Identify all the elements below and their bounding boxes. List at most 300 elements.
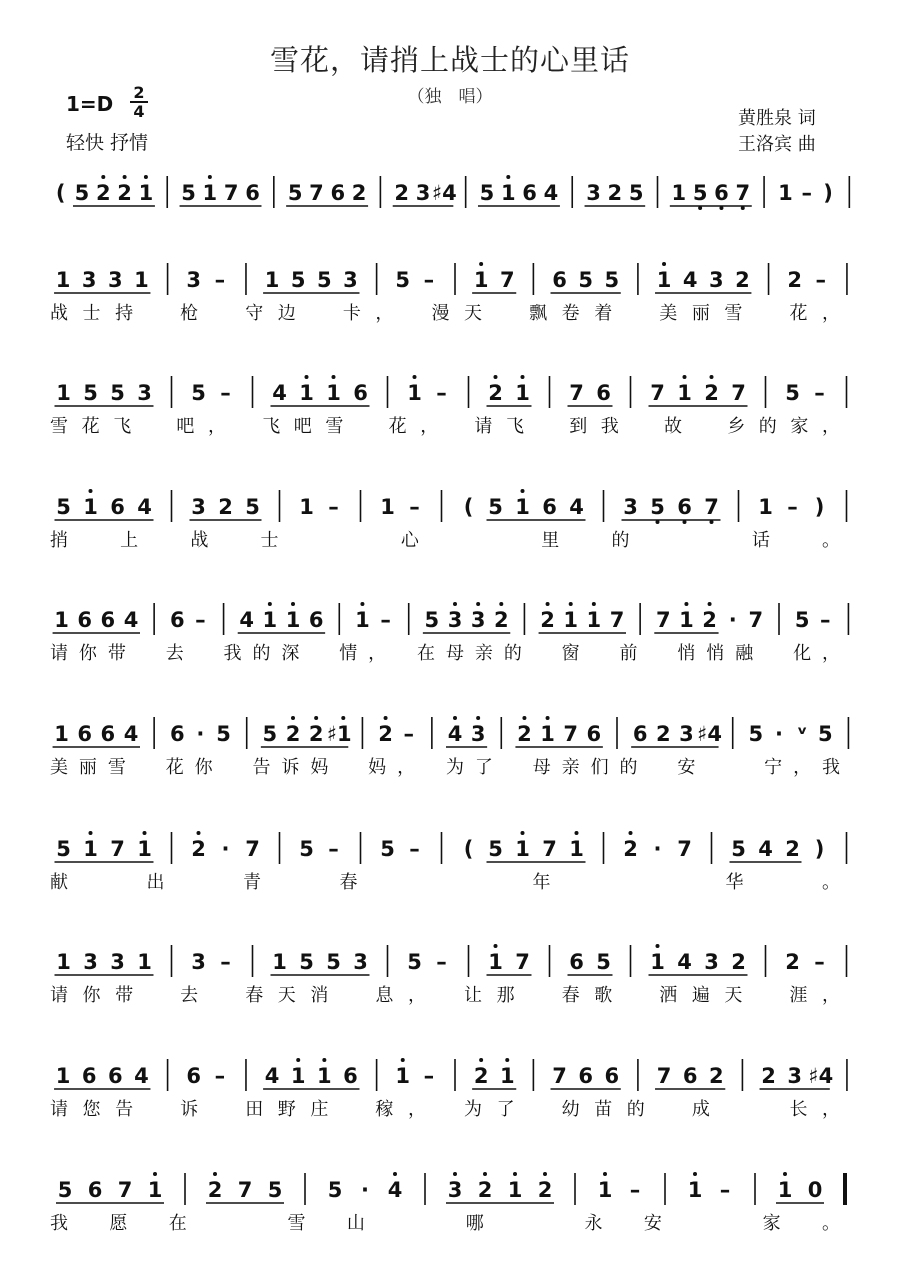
high-octave-dot xyxy=(453,1172,457,1176)
note: 7 xyxy=(563,722,579,746)
high-octave-dot xyxy=(144,175,148,179)
note: 6 xyxy=(682,1064,698,1088)
note: 2 xyxy=(95,181,111,205)
lyrics-line: 战士持 枪 守边 卡， 漫天 飘卷着 美丽雪 花， xyxy=(50,303,840,324)
note: 1 xyxy=(55,1064,71,1088)
note: 5 xyxy=(628,181,644,205)
high-octave-dot xyxy=(322,1058,326,1062)
note: 6 xyxy=(308,608,324,632)
note: 1 xyxy=(778,181,793,205)
note: 4 xyxy=(123,608,139,632)
note: 2 xyxy=(191,837,206,861)
note: 1 xyxy=(326,381,341,405)
high-octave-dot xyxy=(783,1172,787,1176)
notation-mark: – xyxy=(820,608,831,632)
song-subtitle: （独 唱） xyxy=(407,87,493,107)
note: 5 xyxy=(317,268,332,292)
high-octave-dot xyxy=(360,602,364,606)
high-octave-dot xyxy=(693,1172,697,1176)
note: 1 xyxy=(355,608,370,632)
note: 6 xyxy=(100,608,116,632)
note: 1 xyxy=(671,181,687,205)
notation-mark: – xyxy=(409,837,420,861)
notation-mark: – xyxy=(328,495,339,519)
notation-mark: – xyxy=(423,1064,435,1088)
note: 1 xyxy=(515,837,530,861)
notation-mark: – xyxy=(220,381,231,405)
note: 2 xyxy=(218,495,233,519)
lyrics-line: 美丽雪 花你 告诉妈 妈， 为了 母亲们的 安 宁，我 xyxy=(50,757,841,778)
note: 5 xyxy=(488,495,503,519)
note: 3 xyxy=(415,181,431,205)
note: 5 xyxy=(110,381,125,405)
note: 3 xyxy=(586,181,601,205)
note: 2 xyxy=(735,268,750,292)
note: 6 xyxy=(569,950,584,974)
note: 1 xyxy=(285,608,301,632)
note: 4 xyxy=(682,268,698,292)
note: 1 xyxy=(758,495,773,519)
note: 7 xyxy=(309,181,324,205)
note: 5 xyxy=(299,837,314,861)
high-octave-dot xyxy=(197,831,201,835)
high-octave-dot xyxy=(603,1172,607,1176)
note: 6 xyxy=(604,1064,620,1088)
bracket: ( xyxy=(55,181,66,205)
note: 3 xyxy=(191,495,206,519)
notation-mark: – xyxy=(436,950,447,974)
high-octave-dot xyxy=(521,489,525,493)
note: 7 xyxy=(552,1064,567,1088)
high-octave-dot xyxy=(208,175,212,179)
note: 2 xyxy=(708,1064,724,1088)
high-octave-dot xyxy=(684,602,688,606)
note: 1 xyxy=(586,608,602,632)
note: 5 xyxy=(794,608,810,632)
high-octave-dot xyxy=(453,716,457,720)
lyrics-line: 献出青春 年 华。 xyxy=(50,872,840,893)
lyricist-credit: 黄胜泉 词 xyxy=(738,108,816,129)
note: 4 xyxy=(447,722,463,746)
note: 6 xyxy=(81,1064,97,1088)
key-signature: 1=D xyxy=(66,92,114,116)
high-octave-dot xyxy=(499,602,503,606)
high-octave-dot xyxy=(710,375,714,379)
note: 7 xyxy=(609,608,625,632)
note: 4 xyxy=(677,950,692,974)
notation-mark: · xyxy=(196,722,205,746)
note: 2 xyxy=(607,181,623,205)
note: 7 xyxy=(223,181,239,205)
note: 3 xyxy=(137,381,152,405)
note: 4 xyxy=(123,722,139,746)
high-octave-dot xyxy=(401,1058,405,1062)
note: 2 xyxy=(308,722,324,746)
high-octave-dot xyxy=(413,375,417,379)
note: 1 xyxy=(290,1064,306,1088)
high-octave-dot xyxy=(268,602,272,606)
note: 5 xyxy=(785,381,800,405)
note: 5 xyxy=(380,837,395,861)
note: 3 xyxy=(191,950,206,974)
note: 6 xyxy=(186,1064,202,1088)
note: 1 xyxy=(395,1064,411,1088)
note: 1 xyxy=(272,950,287,974)
high-octave-dot xyxy=(101,175,105,179)
note: 6 xyxy=(714,181,729,205)
high-octave-dot xyxy=(522,716,526,720)
note: 5 xyxy=(56,495,71,519)
note: 7 xyxy=(569,381,584,405)
high-octave-dot xyxy=(305,375,309,379)
note: 1 xyxy=(317,1064,332,1088)
note: 7 xyxy=(731,381,746,405)
note: 1 xyxy=(597,1178,613,1202)
high-octave-dot xyxy=(393,1172,397,1176)
note: 2 xyxy=(537,1178,553,1202)
high-octave-dot xyxy=(89,831,93,835)
lyrics-line: 请您告 诉 田野庄 稼， 为了 幼苗的 成 长， xyxy=(50,1099,840,1120)
note: 4 xyxy=(387,1178,403,1202)
note: 2 xyxy=(488,381,503,405)
high-octave-dot xyxy=(708,602,712,606)
note: 7 xyxy=(237,1178,253,1202)
note: 6 xyxy=(353,381,368,405)
note: 6 xyxy=(586,722,602,746)
note: 5 xyxy=(424,608,440,632)
note: 1 xyxy=(650,950,665,974)
high-octave-dot xyxy=(213,1172,217,1176)
note: 5 xyxy=(267,1178,283,1202)
high-octave-dot xyxy=(629,831,633,835)
note: ♯4 xyxy=(808,1064,834,1088)
note: 1 xyxy=(500,181,516,205)
high-octave-dot xyxy=(291,602,295,606)
note: 3 xyxy=(447,608,463,632)
high-octave-dot xyxy=(521,375,525,379)
note: 1 xyxy=(54,608,69,632)
high-octave-dot xyxy=(592,602,596,606)
note: 7 xyxy=(735,181,751,205)
note: 2 xyxy=(394,181,410,205)
note: 6 xyxy=(552,268,567,292)
note: 1 xyxy=(499,1064,515,1088)
note: 2 xyxy=(117,181,132,205)
note: 5 xyxy=(407,950,422,974)
notation-mark: · xyxy=(775,722,783,746)
note: 1 xyxy=(687,1178,703,1202)
bracket: ) xyxy=(814,495,825,519)
note: 4 xyxy=(758,837,773,861)
high-octave-dot xyxy=(656,944,660,948)
high-octave-dot xyxy=(296,1058,300,1062)
note: 4 xyxy=(137,495,152,519)
note: 6 xyxy=(596,381,611,405)
note: 2 xyxy=(285,722,301,746)
note: 7 xyxy=(655,608,671,632)
note: 5 xyxy=(56,837,71,861)
notation-mark: – xyxy=(195,608,206,632)
high-octave-dot xyxy=(683,375,687,379)
lyrics-line: 请你带 去 春天消 息， 让那 春歌 洒遍天 涯， xyxy=(50,985,840,1006)
note: 6 xyxy=(522,181,537,205)
note: 6 xyxy=(87,1178,103,1202)
high-octave-dot xyxy=(494,375,498,379)
notation-mark: – xyxy=(328,837,339,861)
high-octave-dot xyxy=(505,1058,509,1062)
note: 2 xyxy=(517,722,532,746)
lyrics-line: 雪花飞 吧， 飞吧雪 花， 请飞 到我 故 乡的家， xyxy=(50,416,841,437)
note: 1 xyxy=(137,837,152,861)
note: 1 xyxy=(138,181,154,205)
note: 2 xyxy=(761,1064,776,1088)
high-octave-dot xyxy=(575,831,579,835)
note: 4 xyxy=(543,181,559,205)
high-octave-dot xyxy=(479,262,483,266)
high-octave-dot xyxy=(521,831,525,835)
notation-mark: · xyxy=(221,837,230,861)
note: 2 xyxy=(787,268,802,292)
note: 6 xyxy=(110,495,125,519)
note: 7 xyxy=(117,1178,133,1202)
high-octave-dot xyxy=(314,716,318,720)
high-octave-dot xyxy=(546,602,550,606)
note: 2 xyxy=(477,1178,493,1202)
high-octave-dot xyxy=(662,262,666,266)
note: 5 xyxy=(748,722,764,746)
note: 3 xyxy=(470,722,486,746)
note: 3 xyxy=(708,268,724,292)
note: 5 xyxy=(650,495,665,519)
notation-mark: – xyxy=(220,950,231,974)
notation-mark: – xyxy=(815,268,827,292)
note: 1 xyxy=(83,837,98,861)
note: 5 xyxy=(604,268,620,292)
note: 7 xyxy=(704,495,719,519)
note: 2 xyxy=(378,722,393,746)
note: 3 xyxy=(343,268,358,292)
note: 3 xyxy=(353,950,368,974)
note: 1 xyxy=(677,381,692,405)
note: 1 xyxy=(473,268,489,292)
note: 3 xyxy=(110,950,125,974)
high-octave-dot xyxy=(506,175,510,179)
notation-mark: – xyxy=(787,495,798,519)
note: 5 xyxy=(327,1178,343,1202)
note: 1 xyxy=(679,608,694,632)
notation-mark: – xyxy=(380,608,391,632)
high-octave-dot xyxy=(291,716,295,720)
tempo-marking: 轻快 抒情 xyxy=(66,132,149,154)
note: 1 xyxy=(380,495,395,519)
note: 2 xyxy=(785,837,800,861)
high-octave-dot xyxy=(341,716,345,720)
note: 7 xyxy=(515,950,530,974)
lyrics-line: 捎上战士 心 里的 话。 xyxy=(50,530,840,551)
note: 2 xyxy=(731,950,746,974)
note: 1 xyxy=(299,495,314,519)
note: 6 xyxy=(169,722,185,746)
note: 6 xyxy=(245,181,260,205)
note: 5 xyxy=(299,950,314,974)
note: 5 xyxy=(287,181,303,205)
note: 1 xyxy=(540,722,555,746)
note: 5 xyxy=(181,181,196,205)
composer-credit: 王洛宾 曲 xyxy=(738,134,816,155)
notation-mark: – xyxy=(629,1178,641,1202)
note: 1 xyxy=(569,837,584,861)
note: 5 xyxy=(290,268,306,292)
note: 6 xyxy=(578,1064,593,1088)
note: 5 xyxy=(216,722,231,746)
note: 5 xyxy=(83,381,98,405)
high-octave-dot xyxy=(384,716,388,720)
time-denominator: 4 xyxy=(133,102,145,121)
notation-mark: – xyxy=(814,950,825,974)
notation-mark: · xyxy=(653,837,662,861)
note: 3 xyxy=(108,268,123,292)
note: 3 xyxy=(470,608,486,632)
note: ♯4 xyxy=(431,181,457,205)
high-octave-dot xyxy=(89,489,93,493)
note: 1 xyxy=(264,268,280,292)
note: 4 xyxy=(272,381,287,405)
note: 6 xyxy=(108,1064,123,1088)
note: 7 xyxy=(656,1064,672,1088)
note: 1 xyxy=(656,268,672,292)
notation-mark: – xyxy=(409,495,420,519)
note: 2 xyxy=(623,837,638,861)
note: 7 xyxy=(650,381,665,405)
note: 5 xyxy=(326,950,341,974)
note: 1 xyxy=(777,1178,793,1202)
note: 1 xyxy=(407,381,422,405)
notation-mark: – xyxy=(719,1178,731,1202)
note: 5 xyxy=(488,837,503,861)
note: 6 xyxy=(343,1064,358,1088)
note: 3 xyxy=(81,268,97,292)
note: 1 xyxy=(137,950,152,974)
note: 2 xyxy=(540,608,555,632)
note: 7 xyxy=(677,837,692,861)
notation-mark: ᵛ xyxy=(796,722,808,746)
note: 4 xyxy=(239,608,255,632)
lyrics-line: 我愿在 雪山 哪 永安 家。 xyxy=(50,1213,840,1234)
note: 3 xyxy=(83,950,98,974)
note: 5 xyxy=(262,722,278,746)
note: 5 xyxy=(731,837,746,861)
high-octave-dot xyxy=(483,1172,487,1176)
high-octave-dot xyxy=(453,602,457,606)
note: 1 xyxy=(56,950,71,974)
note: 1 xyxy=(202,181,218,205)
notation-mark: – xyxy=(814,381,825,405)
note: 6 xyxy=(77,608,93,632)
note: 1 xyxy=(54,722,69,746)
note: 5 xyxy=(578,268,593,292)
note: ♯1 xyxy=(326,722,352,746)
high-octave-dot xyxy=(569,602,573,606)
note: 0 xyxy=(807,1178,823,1202)
note: 2 xyxy=(704,381,719,405)
high-octave-dot xyxy=(143,831,147,835)
notation-mark: – xyxy=(436,381,447,405)
note: 6 xyxy=(330,181,346,205)
note: 1 xyxy=(507,1178,523,1202)
notation-mark: – xyxy=(423,268,435,292)
note: 4 xyxy=(569,495,584,519)
note: 4 xyxy=(264,1064,280,1088)
notation-mark: – xyxy=(214,1064,226,1088)
note: 6 xyxy=(677,495,692,519)
note: 5 xyxy=(57,1178,73,1202)
note: 6 xyxy=(542,495,557,519)
note: 2 xyxy=(207,1178,223,1202)
note: 2 xyxy=(493,608,509,632)
note: 6 xyxy=(632,722,648,746)
note: 7 xyxy=(748,608,764,632)
bracket: ) xyxy=(823,181,833,205)
note: ♯4 xyxy=(697,722,722,746)
note: 2 xyxy=(702,608,717,632)
notation-mark: · xyxy=(728,608,737,632)
bracket: ( xyxy=(463,495,474,519)
note: 4 xyxy=(134,1064,149,1088)
note: 6 xyxy=(77,722,93,746)
song-title: 雪花，请捎上战士的心里话 xyxy=(269,43,630,77)
note: 1 xyxy=(83,495,98,519)
high-octave-dot xyxy=(476,602,480,606)
note: 5 xyxy=(817,722,833,746)
bracket: ( xyxy=(463,837,474,861)
note: 6 xyxy=(100,722,116,746)
note: 5 xyxy=(479,181,495,205)
note: 3 xyxy=(186,268,202,292)
note: 2 xyxy=(473,1064,489,1088)
note: 1 xyxy=(55,268,71,292)
bracket: ) xyxy=(814,837,825,861)
note: 5 xyxy=(692,181,708,205)
note: 7 xyxy=(110,837,125,861)
note: 2 xyxy=(785,950,800,974)
note: 1 xyxy=(299,381,314,405)
note: 1 xyxy=(515,495,530,519)
high-octave-dot xyxy=(476,716,480,720)
note: 1 xyxy=(488,950,503,974)
lyrics-line: 请你带 去 我的深 情， 在母亲的 窗 前 悄悄融 化， xyxy=(50,643,841,664)
high-octave-dot xyxy=(543,1172,547,1176)
note: 1 xyxy=(515,381,530,405)
note: 3 xyxy=(787,1064,802,1088)
high-octave-dot xyxy=(479,1058,483,1062)
high-octave-dot xyxy=(513,1172,517,1176)
note: 5 xyxy=(395,268,411,292)
note: 5 xyxy=(191,381,206,405)
note: 1 xyxy=(56,381,71,405)
note: 2 xyxy=(351,181,367,205)
note: 3 xyxy=(679,722,694,746)
note: 7 xyxy=(245,837,260,861)
note: 3 xyxy=(623,495,638,519)
high-octave-dot xyxy=(153,1172,157,1176)
high-octave-dot xyxy=(123,175,127,179)
note: 5 xyxy=(596,950,611,974)
note: 1 xyxy=(563,608,579,632)
note: 2 xyxy=(655,722,671,746)
note: 5 xyxy=(245,495,260,519)
high-octave-dot xyxy=(494,944,498,948)
note: 1 xyxy=(262,608,278,632)
